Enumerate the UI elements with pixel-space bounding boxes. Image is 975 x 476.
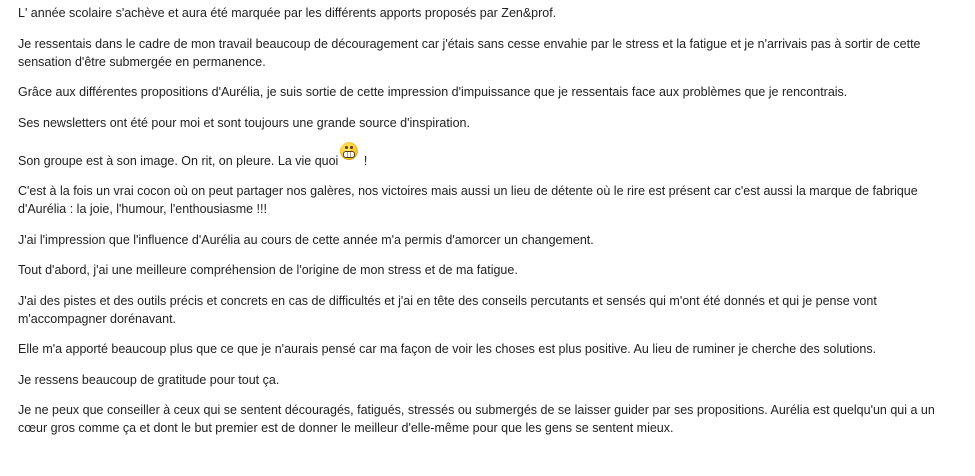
- paragraph-7: J'ai l'impression que l'influence d'Aurélia au cours de cette année m'a permis d'amorcer un changement.: [18, 232, 594, 247]
- grinning-face-icon: [340, 142, 358, 160]
- paragraph-4: Ses newsletters ont été pour moi et sont toujours une grande source d'inspiration.: [18, 115, 470, 130]
- paragraph-2: Je ressentais dans le cadre de mon travail beaucoup de découragement car j'étais sans cesse envahie par le stress et la fatigue et je n'arrivais pas à sortir de cette sensation d'être submergée en permanence.: [18, 36, 921, 69]
- paragraph-6: C'est à la fois un vrai cocon où on peut partager nos galères, nos victoires mais aussi un lieu de détente où le rire est présent car c'est aussi la marque de fabrique d'Aurélia : la joie, l'humour, l'enthousiasme !!!: [18, 184, 918, 216]
- paragraph-3: Grâce aux différentes propositions d'Aurélia, je suis sortie de cette impression d'impuissance que je ressentais face aux problèmes que je rencontrais.: [18, 85, 848, 99]
- paragraph-5-text: Son groupe est à son image. On rit, on pleure. La vie quoi: [18, 153, 339, 168]
- paragraph-5: [18, 148, 963, 170]
- paragraph-12: Je ne peux que conseiller à ceux qui se sentent découragés, fatigués, stressés ou submergés de se laisser guider par ses propositions. Aurélia est quelqu'un qui a un cœur gros comme ça et dont le but premier est de donner le meilleur d'elle-même pour que les gens se sentent mieux.: [18, 403, 935, 435]
- paragraph-1: L' année scolaire s'achève et aura été marquée par les différents apports proposés par Zen&prof.: [18, 6, 557, 20]
- paragraph-11: Je ressens beaucoup de gratitude pour tout ça.: [18, 372, 280, 387]
- paragraph-5-end: !: [360, 153, 368, 168]
- paragraph-10: Elle m'a apporté beaucoup plus que ce que je n'aurais pensé car ma façon de voir les choses est plus positive. Au lieu de ruminer je cherche des solutions.: [18, 342, 877, 356]
- paragraph-8: Tout d'abord, j'ai une meilleure compréhension de l'origine de mon stress et de ma fatigue.: [18, 263, 518, 277]
- paragraph-9: J'ai des pistes et des outils précis et concrets en cas de difficultés et j'ai en tête des conseils percutants et sensés qui m'ont été donnés et qui je pense vont m'accompagner dorénavant.: [18, 293, 877, 326]
